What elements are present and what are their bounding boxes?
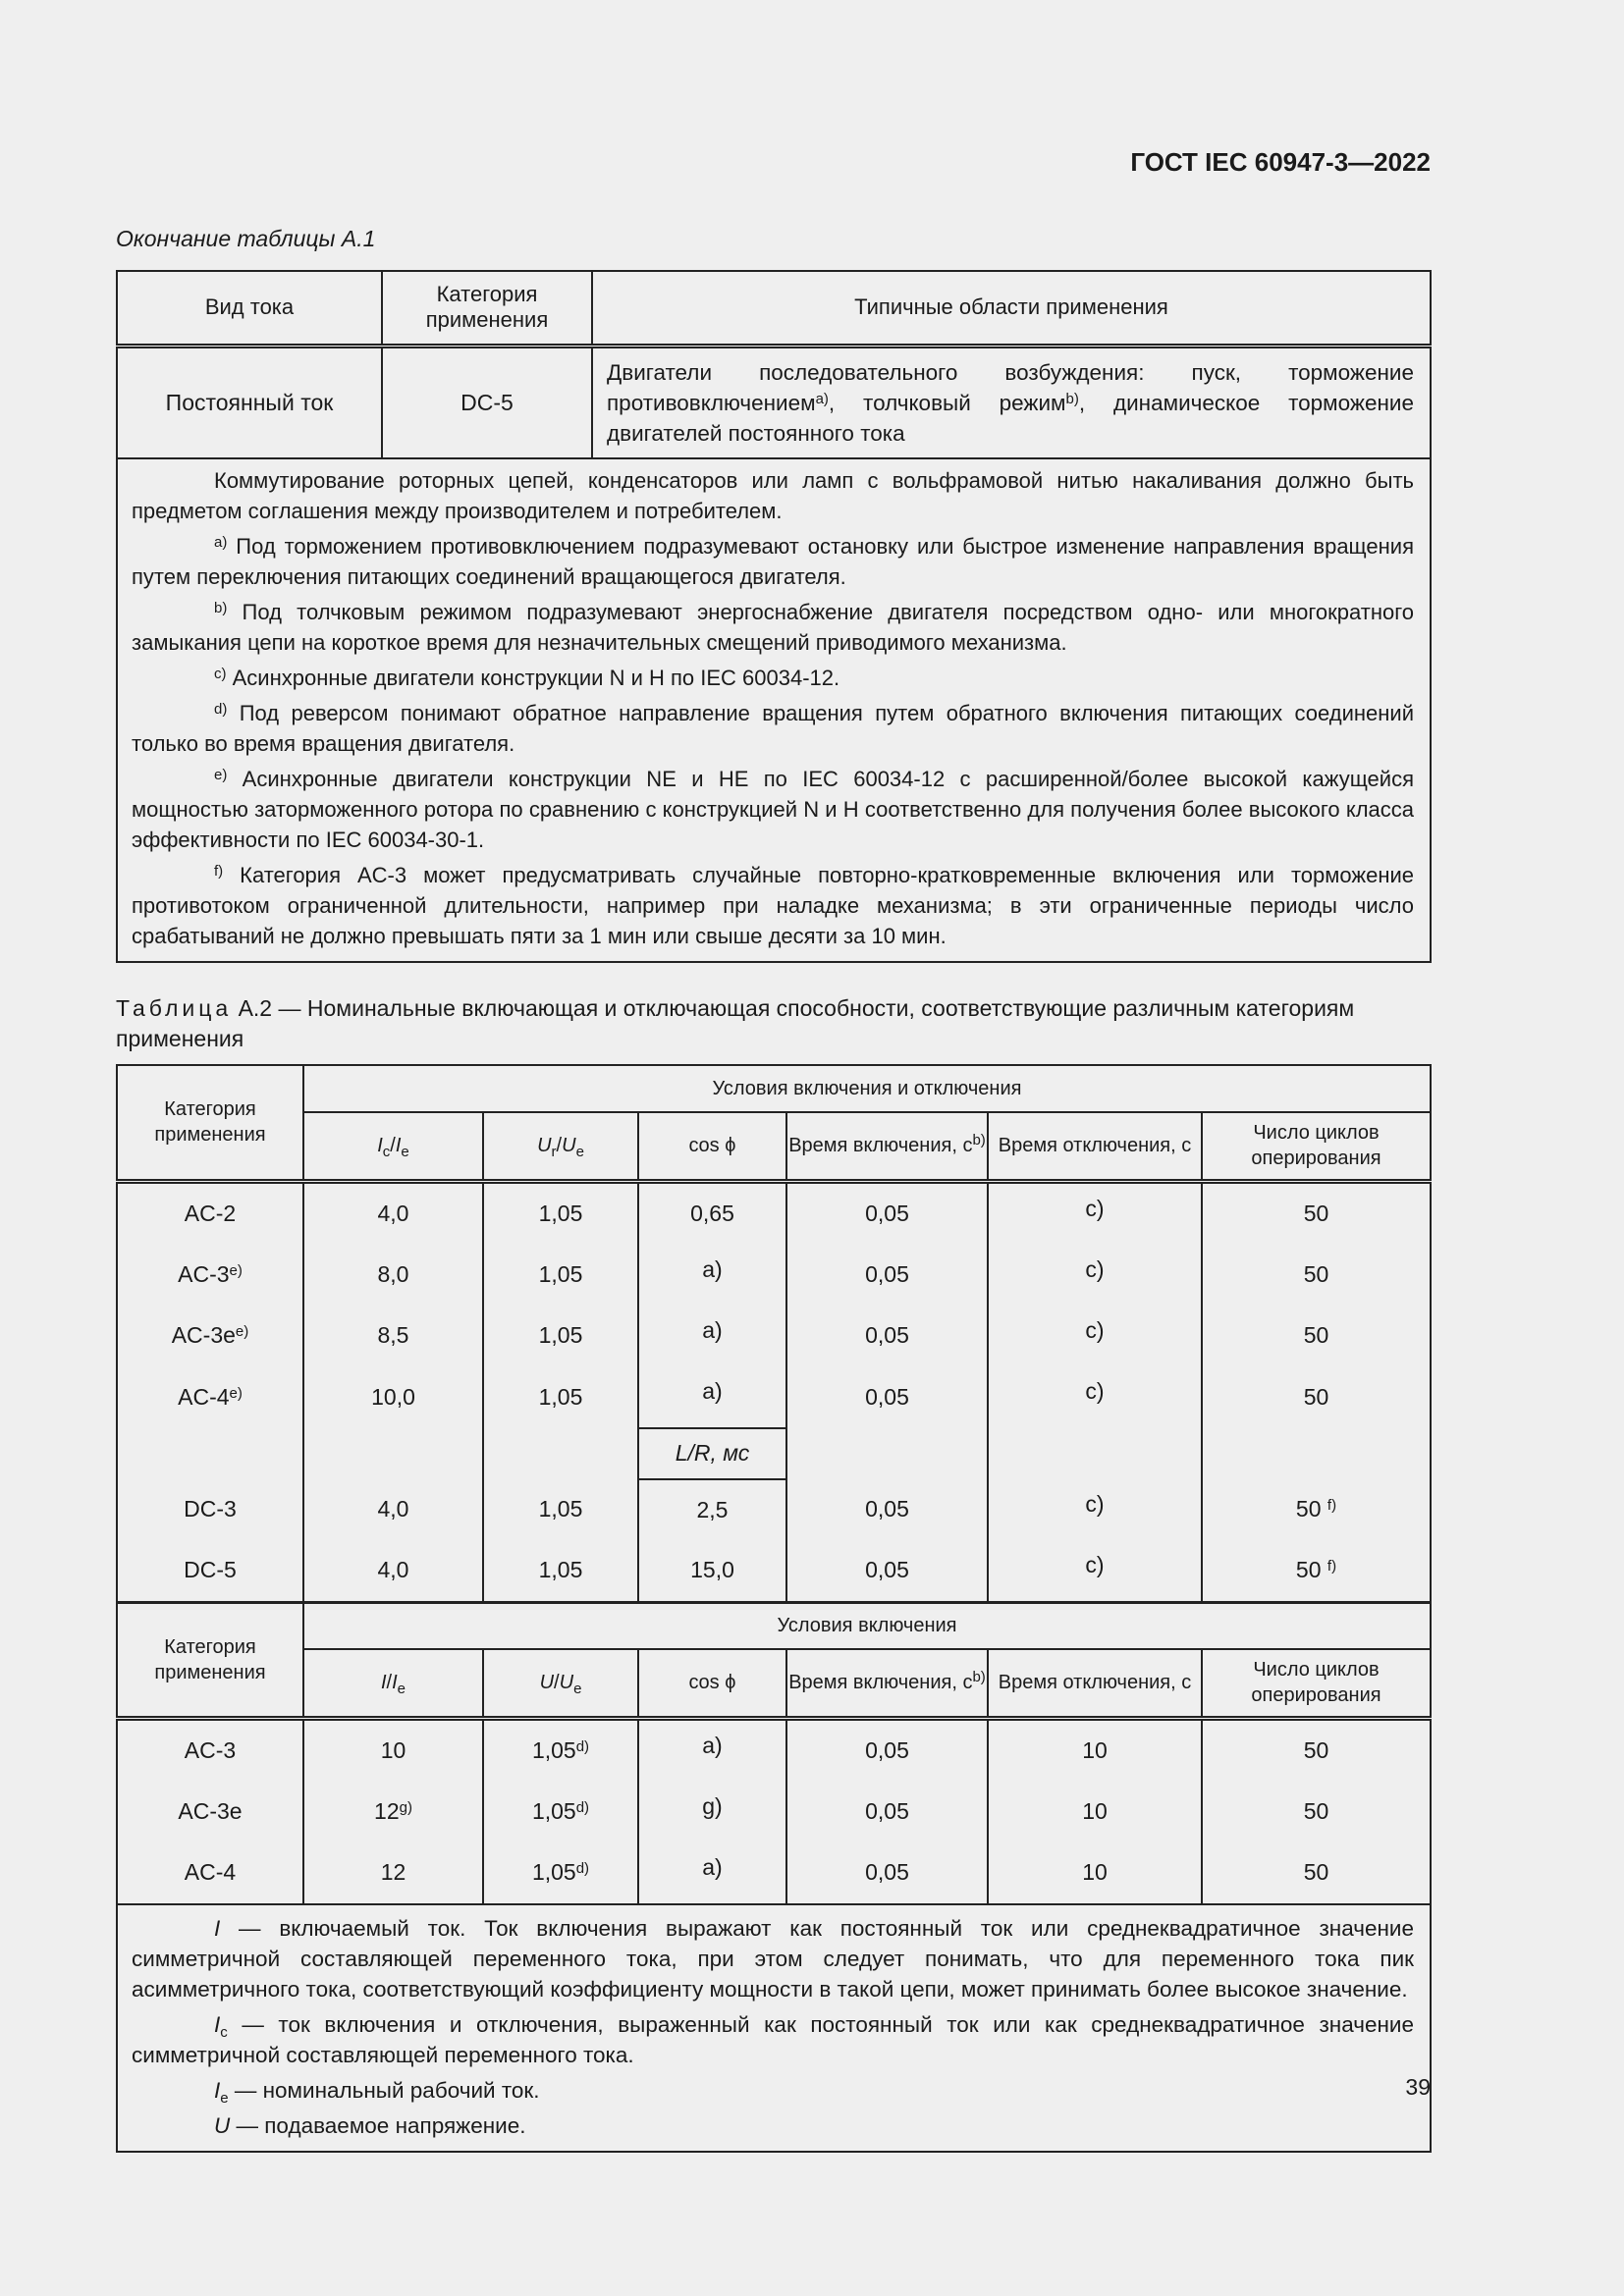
- cell-current-ratio: 4,0: [303, 1540, 483, 1603]
- cell-category: DC-5: [117, 1540, 303, 1603]
- cell-time-off: с): [988, 1245, 1202, 1306]
- cell-cos-phi: а): [638, 1245, 786, 1306]
- footnote-d: $^{d)}$ Под реверсом понимают обратное направление вращения путем обратного включения питающих соединений только во время вращения двигателя.: [132, 701, 1414, 756]
- col-cos-phi: cos ϕ: [638, 1112, 786, 1181]
- lr-row-time-off: [988, 1428, 1202, 1479]
- note-ie: $I_e$ — номинальный рабочий ток.: [214, 2077, 540, 2107]
- cell-cycles: 50: [1202, 1181, 1431, 1245]
- lr-row-current: [303, 1428, 483, 1479]
- col2-i-ie: $I/I_e$: [303, 1649, 483, 1718]
- cell-lr: 15,0: [638, 1540, 786, 1603]
- cell-voltage-ratio: 1,05: [483, 1540, 638, 1603]
- cell-current-ratio: 8,0: [303, 1245, 483, 1306]
- cell-voltage-ratio: 1,05$^{d)}$: [483, 1842, 638, 1904]
- cell-current-ratio: 12: [303, 1842, 483, 1904]
- table2-caption: Таблица А.2 — Номинальные включающая и отключающая способности, соответствующие различным категориям применения: [116, 995, 1355, 1051]
- table-row: [117, 1842, 1431, 1904]
- cell-time-off: с): [988, 1366, 1202, 1428]
- col-ic-ie: $I_c/I_e$: [303, 1112, 483, 1181]
- cell-time-off: с): [988, 1306, 1202, 1366]
- cell-voltage-ratio: 1,05: [483, 1181, 638, 1245]
- cell-time-off: 10: [988, 1718, 1202, 1782]
- cell-time-off: с): [988, 1479, 1202, 1540]
- col2-u-ue: $U/U_e$: [483, 1649, 638, 1718]
- table1-caption: Окончание таблицы А.1: [116, 226, 376, 251]
- cell-category: $AC-4^{е)}$: [117, 1366, 303, 1428]
- sec1-category-header: Категория применения: [117, 1065, 303, 1181]
- table-row: [117, 1306, 1431, 1366]
- cell-cycles: 50: [1202, 1842, 1431, 1904]
- cell-cos-phi: а): [638, 1366, 786, 1428]
- col2-cycles: Число циклов оперирования: [1202, 1649, 1431, 1718]
- cell-cos-phi: а): [638, 1306, 786, 1366]
- cell-time-on: 0,05: [786, 1718, 988, 1782]
- document-header: ГОСТ IEC 60947-3—2022: [1130, 147, 1431, 177]
- cell-time-on: 0,05: [786, 1782, 988, 1842]
- cell-time-off: с): [988, 1181, 1202, 1245]
- cell-time-on: 0,05: [786, 1479, 988, 1540]
- col2-time-off: Время отключения, с: [988, 1649, 1202, 1718]
- note-i: I — включаемый ток. Ток включения выражают как постоянный ток или среднеквадратичное значение симметричной составляющей переменного тока, при этом следует понимать, что для переменного тока пик асимметричного тока, соответствующий коэффициенту мощности в такой цепи, может принимать более высокое значение.: [132, 1915, 1414, 2002]
- lr-row-category: [117, 1428, 303, 1479]
- cell-current-ratio: 12$^{g)}$: [303, 1782, 483, 1842]
- cell-cos-phi: 0,65: [638, 1181, 786, 1245]
- lr-row-voltage: [483, 1428, 638, 1479]
- table1-notes: [117, 458, 1431, 962]
- col-time-off: Время отключения, с: [988, 1112, 1202, 1181]
- cell-category: AC-3e: [117, 1782, 303, 1842]
- lr-row-cycles: [1202, 1428, 1431, 1479]
- footnote-f: $^{f)}$ Категория AC-3 может предусматривать случайные повторно-кратковременные включения или торможение противотоком ограниченной длительности, например при наладке механизма; в эти ограниченные периоды число срабатываний не должно превышать пяти за 1 мин или свыше десяти за 10 мин.: [132, 863, 1414, 948]
- table2-notes: [117, 1904, 1431, 2152]
- footnote-e: $^{е)}$ Асинхронные двигатели конструкции NE и HE по IEC 60034-12 с расширенной/более высокой кажущейся мощностью заторможенного ротора по сравнению с конструкцией N и H соответственно для получения более высокого класса эффективности по IEC 60034-30-1.: [132, 767, 1414, 852]
- sec2-category-header: Категория применения: [117, 1602, 303, 1718]
- cell-lr: 2,5: [638, 1479, 786, 1540]
- table-row: [117, 1540, 1431, 1603]
- footnote-b: $^{b)}$ Под толчковым режимом подразумевают энергоснабжение двигателя посредством одно- или многократного замыкания цепи на короткое время для незначительных смещений приводимого механизма.: [132, 600, 1414, 655]
- table-row: [117, 1782, 1431, 1842]
- table-row: [117, 1366, 1431, 1428]
- cell-time-off: 10: [988, 1782, 1202, 1842]
- cell-voltage-ratio: 1,05$^{d)}$: [483, 1782, 638, 1842]
- cell-category: AC-4: [117, 1842, 303, 1904]
- cell-time-on: 0,05: [786, 1540, 988, 1603]
- cell-cycles: 50: [1202, 1306, 1431, 1366]
- cell-time-on: 0,05: [786, 1245, 988, 1306]
- note-u: U — подаваемое напряжение.: [214, 2112, 526, 2138]
- table-row: [117, 1181, 1431, 1245]
- col-time-on: Время включения, $с^{b)}$: [786, 1112, 988, 1181]
- cell-current-ratio: 8,5: [303, 1306, 483, 1366]
- footnote-c: $^{с)}$ Асинхронные двигатели конструкции N и H по IEC 60034-12.: [214, 666, 840, 690]
- cell-voltage-ratio: 1,05: [483, 1306, 638, 1366]
- header-category: Категория применения: [382, 271, 592, 346]
- table-row: [117, 1718, 1431, 1782]
- note-general: Коммутирование роторных цепей, конденсаторов или ламп с вольфрамовой нитью накаливания должно быть предметом соглашения между производителем и потребителем.: [132, 468, 1414, 523]
- cell-cos-phi: а): [638, 1718, 786, 1782]
- cell-current-ratio: 10: [303, 1718, 483, 1782]
- cell-time-on: 0,05: [786, 1306, 988, 1366]
- table-a1-continuation: [116, 270, 1432, 963]
- cell-cycles: 50: [1202, 1782, 1431, 1842]
- table-a2: [116, 1064, 1432, 2153]
- cell-current-ratio: 4,0: [303, 1181, 483, 1245]
- header-current-type: Вид тока: [117, 271, 382, 346]
- cell-voltage-ratio: 1,05: [483, 1479, 638, 1540]
- cell-applications: Двигатели последовательного возбуждения: пуск, торможение противовключением$^{а)}$, толчковый режим$^{b)}$, динамическое торможение двигателей постоянного тока: [592, 346, 1431, 458]
- lr-header: L/R, мс: [638, 1428, 786, 1479]
- note-ic: $I_c$ — ток включения и отключения, выраженный как постоянный ток или как среднеквадратичное значение симметричной составляющей переменного тока.: [132, 2011, 1414, 2067]
- cell-cycles: 50 $^{f)}$: [1202, 1479, 1431, 1540]
- cell-current-ratio: 4,0: [303, 1479, 483, 1540]
- cell-cycles: 50: [1202, 1718, 1431, 1782]
- cell-current-ratio: 10,0: [303, 1366, 483, 1428]
- col2-time-on: Время включения, $с^{b)}$: [786, 1649, 988, 1718]
- cell-time-on: 0,05: [786, 1366, 988, 1428]
- cell-cos-phi: g): [638, 1782, 786, 1842]
- table-row: [117, 1245, 1431, 1306]
- footnote-a: $^{а)}$ Под торможением противовключением подразумевают остановку или быстрое изменение направления вращения путем переключения питающих соединений вращающегося двигателя.: [132, 534, 1414, 589]
- cell-time-on: 0,05: [786, 1842, 988, 1904]
- cell-category: $AC-3^{е)}$: [117, 1245, 303, 1306]
- col2-cos-phi: cos ϕ: [638, 1649, 786, 1718]
- cell-category: AC-2: [117, 1181, 303, 1245]
- cell-time-off: 10: [988, 1842, 1202, 1904]
- cell-time-off: с): [988, 1540, 1202, 1603]
- cell-cycles: 50: [1202, 1366, 1431, 1428]
- sec2-group-header: Условия включения: [303, 1602, 1431, 1649]
- col-ur-ue: $U_r/U_e$: [483, 1112, 638, 1181]
- page-number: 39: [1405, 2074, 1431, 2100]
- cell-voltage-ratio: 1,05: [483, 1245, 638, 1306]
- table-row: [117, 1479, 1431, 1540]
- cell-voltage-ratio: 1,05: [483, 1366, 638, 1428]
- cell-category: DC-5: [382, 346, 592, 458]
- sec1-group-header: Условия включения и отключения: [303, 1065, 1431, 1112]
- header-applications: Типичные области применения: [592, 271, 1431, 346]
- cell-cos-phi: а): [638, 1842, 786, 1904]
- cell-current-type: Постоянный ток: [117, 346, 382, 458]
- cell-cycles: 50: [1202, 1245, 1431, 1306]
- cell-cycles: 50 $^{f)}$: [1202, 1540, 1431, 1603]
- cell-category: $AC-3e^{е)}$: [117, 1306, 303, 1366]
- cell-time-on: 0,05: [786, 1181, 988, 1245]
- cell-category: AC-3: [117, 1718, 303, 1782]
- cell-voltage-ratio: 1,05$^{d)}$: [483, 1718, 638, 1782]
- lr-row-time-on: [786, 1428, 988, 1479]
- col-cycles: Число циклов оперирования: [1202, 1112, 1431, 1181]
- cell-category: DC-3: [117, 1479, 303, 1540]
